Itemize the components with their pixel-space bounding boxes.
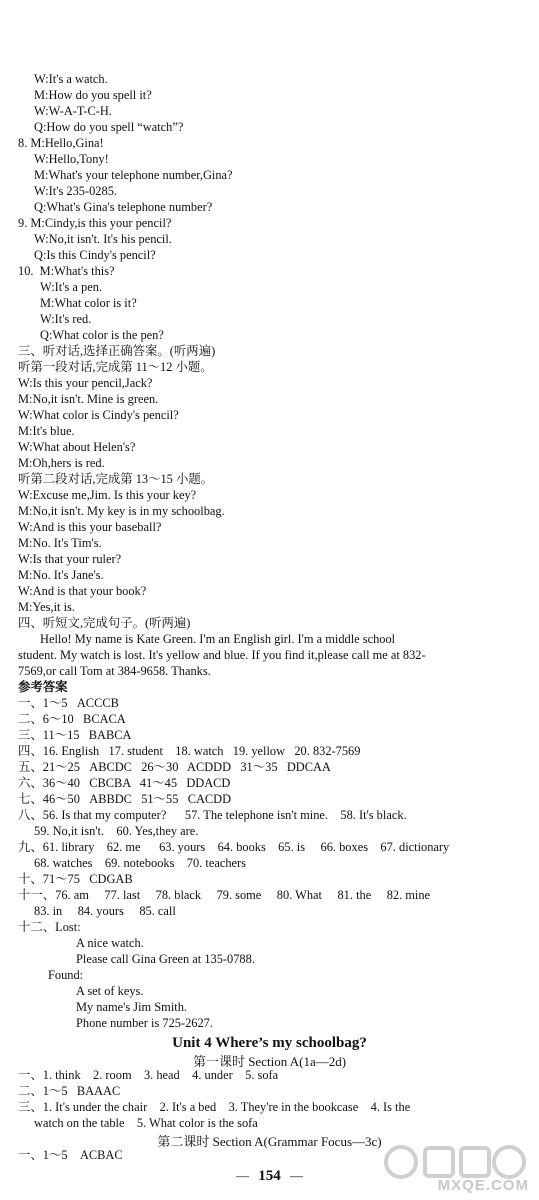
text-line: M:Yes,it is. xyxy=(18,600,75,614)
text-line: M:No,it isn't. Mine is green. xyxy=(18,392,159,406)
text-line: A set of keys. xyxy=(76,984,144,998)
text-line: 六、36～40 CBCBA 41～45 DDACD xyxy=(18,776,231,790)
text-line: 八、56. Is that my computer? 57. The telephone isn't mine. 58. It's black. xyxy=(18,808,407,822)
text-line: M:No. It's Tim's. xyxy=(18,536,102,550)
text-line: 十一、76. am 77. last 78. black 79. some 80. What 81. the 82. mine xyxy=(18,888,431,902)
text-line: M:Oh,hers is red. xyxy=(18,456,105,470)
text-line: M:No. It's Jane's. xyxy=(18,568,104,582)
text-line: Q:How do you spell “watch”? xyxy=(34,120,184,134)
text-line: 五、21～25 ABCDC 26～30 ACDDD 31～35 DDCAA xyxy=(18,760,331,774)
text-line: 听第一段对话,完成第 11～12 小题。 xyxy=(18,360,213,374)
text-line: Q:Is this Cindy's pencil? xyxy=(34,248,156,262)
text-line: 四、听短文,完成句子。(听两遍) xyxy=(18,616,191,630)
text-line: Q:What's Gina's telephone number? xyxy=(34,200,213,214)
text-line: 参考答案 xyxy=(18,680,68,694)
text-line: 三、11～15 BABCA xyxy=(18,728,132,742)
page-dash-left: — xyxy=(236,1168,249,1183)
page-number: 154 xyxy=(258,1168,281,1184)
text-line: 10. M:What's this? xyxy=(18,264,115,278)
text-line: 7569,or call Tom at 384-9658. Thanks. xyxy=(18,664,211,678)
text-line: W:And is that your book? xyxy=(18,584,147,598)
text-line: M:How do you spell it? xyxy=(34,88,152,102)
text-line: Hello! My name is Kate Green. I'm an English girl. I'm a middle school xyxy=(40,632,396,646)
text-line: 二、6～10 BCACA xyxy=(18,712,126,726)
text-line: M:No,it isn't. My key is in my schoolbag. xyxy=(18,504,225,518)
text-line: 九、61. library 62. me 63. yours 64. books 65. is 66. boxes 67. dictionary xyxy=(18,840,450,854)
text-line: 三、1. It's under the chair 2. It's a bed 3. They're in the bookcase 4. Is the xyxy=(18,1100,411,1114)
text-line: W:W-A-T-C-H. xyxy=(34,104,112,118)
unit-title: Unit 4 Where’s my schoolbag? xyxy=(172,1035,367,1051)
text-line: W:It's a watch. xyxy=(34,72,108,86)
text-line: 七、46～50 ABBDC 51～55 CACDD xyxy=(18,792,232,806)
text-line: watch on the table 5. What color is the sofa xyxy=(34,1116,258,1130)
text-line: Found: xyxy=(48,968,84,982)
text-line: W:Hello,Tony! xyxy=(34,152,109,166)
text-line: 一、1. think 2. room 3. head 4. under 5. sofa xyxy=(18,1068,279,1082)
text-line: 68. watches 69. notebooks 70. teachers xyxy=(34,856,246,870)
text-line: W:What about Helen's? xyxy=(18,440,136,454)
text-line: M:It's blue. xyxy=(18,424,75,438)
text-line: W:It's red. xyxy=(40,312,92,326)
text-line: Q:What color is the pen? xyxy=(40,328,164,342)
text-line: 83. in 84. yours 85. call xyxy=(34,904,176,918)
text-line: 59. No,it isn't. 60. Yes,they are. xyxy=(34,824,199,838)
text-line: M:What's your telephone number,Gina? xyxy=(34,168,233,182)
text-line: 四、16. English 17. student 18. watch 19. yellow 20. 832-7569 xyxy=(18,744,361,758)
text-line: 一、1～5 ACBAC xyxy=(18,1148,123,1162)
text-line: Phone number is 725-2627. xyxy=(76,1016,213,1030)
text-line: My name's Jim Smith. xyxy=(76,1000,188,1014)
text-line: W:Is this your pencil,Jack? xyxy=(18,376,153,390)
text-line: 三、听对话,选择正确答案。(听两遍) xyxy=(18,344,216,358)
text-line: 8. M:Hello,Gina! xyxy=(18,136,104,150)
text-line: M:What color is it? xyxy=(40,296,137,310)
text-line: 十、71～75 CDGAB xyxy=(18,872,133,886)
lesson-heading-1: 第一课时 Section A(1a—2d) xyxy=(192,1054,347,1069)
text-line: W:Is that your ruler? xyxy=(18,552,122,566)
text-line: 听第二段对话,完成第 13～15 小题。 xyxy=(18,472,214,486)
text-line: W:And is this your baseball? xyxy=(18,520,162,534)
text-line: W:What color is Cindy's pencil? xyxy=(18,408,179,422)
lesson-heading-2: 第二课时 Section A(Grammar Focus—3c) xyxy=(157,1134,382,1149)
text-line: W:No,it isn't. It's his pencil. xyxy=(34,232,172,246)
text-line: 十二、Lost: xyxy=(18,920,81,934)
text-line: 二、1～5 BAAAC xyxy=(18,1084,121,1098)
text-line: 一、1～5 ACCCB xyxy=(18,696,119,710)
text-line: W:It's 235-0285. xyxy=(34,184,117,198)
text-line: W:Excuse me,Jim. Is this your key? xyxy=(18,488,197,502)
text-line: student. My watch is lost. It's yellow and blue. If you find it,please call me at 832- xyxy=(18,648,426,662)
text-line: 9. M:Cindy,is this your pencil? xyxy=(18,216,172,230)
text-line: W:It's a pen. xyxy=(40,280,102,294)
watermark-text: MXQE.COM xyxy=(437,1177,529,1194)
page-dash-right: — xyxy=(290,1168,303,1183)
text-line: A nice watch. xyxy=(76,936,144,950)
text-line: Please call Gina Green at 135-0788. xyxy=(76,952,255,966)
